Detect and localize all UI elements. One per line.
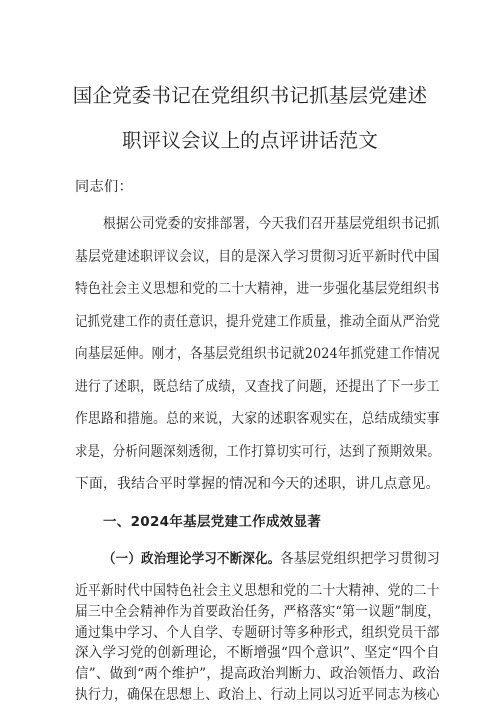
- paragraph-2-line: 近平新时代中国特色社会主义思想和党的二十大精神、党的二十: [75, 583, 440, 599]
- paragraph-1-line: 根据公司党委的安排部署，今天我们召开基层党组织书记抓: [103, 216, 440, 232]
- section-heading: 一、2024年基层党建工作成效显著: [103, 514, 322, 530]
- paragraph-2-line: 通过集中学习、个人自学、专题研讨等多种形式，组织党员干部: [75, 624, 440, 641]
- paragraph-1-line: 下面，我结合平时掌握的情况和今天的述职，讲几点意见。: [75, 476, 440, 492]
- paragraph-1-line: 基层党建述职评议会议，目的是深入学习贯彻习近平新时代中国: [75, 249, 440, 265]
- document-title-line-1: 国企党委书记在党组织书记抓基层党建述: [72, 84, 428, 107]
- paragraph-2-line: 深入学习党的创新理论，不断增强“四个意识”、坚定“四个自: [75, 645, 440, 662]
- paragraph-2-line: 执行力，确保在思想上、政治上、行动上同以习近平同志为核心: [75, 687, 440, 703]
- paragraph-1-line: 作思路和措施。总的来说，大家的述职客观实在，总结成绩实事: [75, 411, 440, 427]
- subsection-lead-text: 各基层党组织把学习贯彻习: [280, 551, 441, 567]
- paragraph-1-line: 记抓党建工作的责任意识，提升党建工作质量，推动全面从严治党: [75, 314, 441, 330]
- subsection-first-line: [103, 547, 440, 568]
- paragraph-2-line: 届三中全会精神作为首要政治任务，严格落实“第一议题”制度，: [75, 603, 441, 620]
- greeting: 同志们：: [75, 179, 133, 195]
- paragraph-1-line: 向基层延伸。刚才，各基层党组织书记就2024年抓党建工作情况: [75, 346, 440, 362]
- paragraph-1-line: 进行了述职，既总结了成绩，又查找了问题，还提出了下一步工: [75, 379, 440, 395]
- paragraph-1-line: 特色社会主义思想和党的二十大精神，进一步强化基层党组织书: [75, 281, 440, 297]
- document-title-line-2: 职评议会议上的点评讲话范文: [121, 129, 379, 152]
- subsection-heading: （一）政治理论学习不断深化。: [103, 551, 281, 567]
- paragraph-1-line: 求是，分析问题深刻透彻，工作打算切实可行，达到了预期效果。: [75, 444, 441, 460]
- paragraph-2-line: 信”、做到“两个维护”，提高政治判断力、政治领悟力、政治: [75, 666, 440, 683]
